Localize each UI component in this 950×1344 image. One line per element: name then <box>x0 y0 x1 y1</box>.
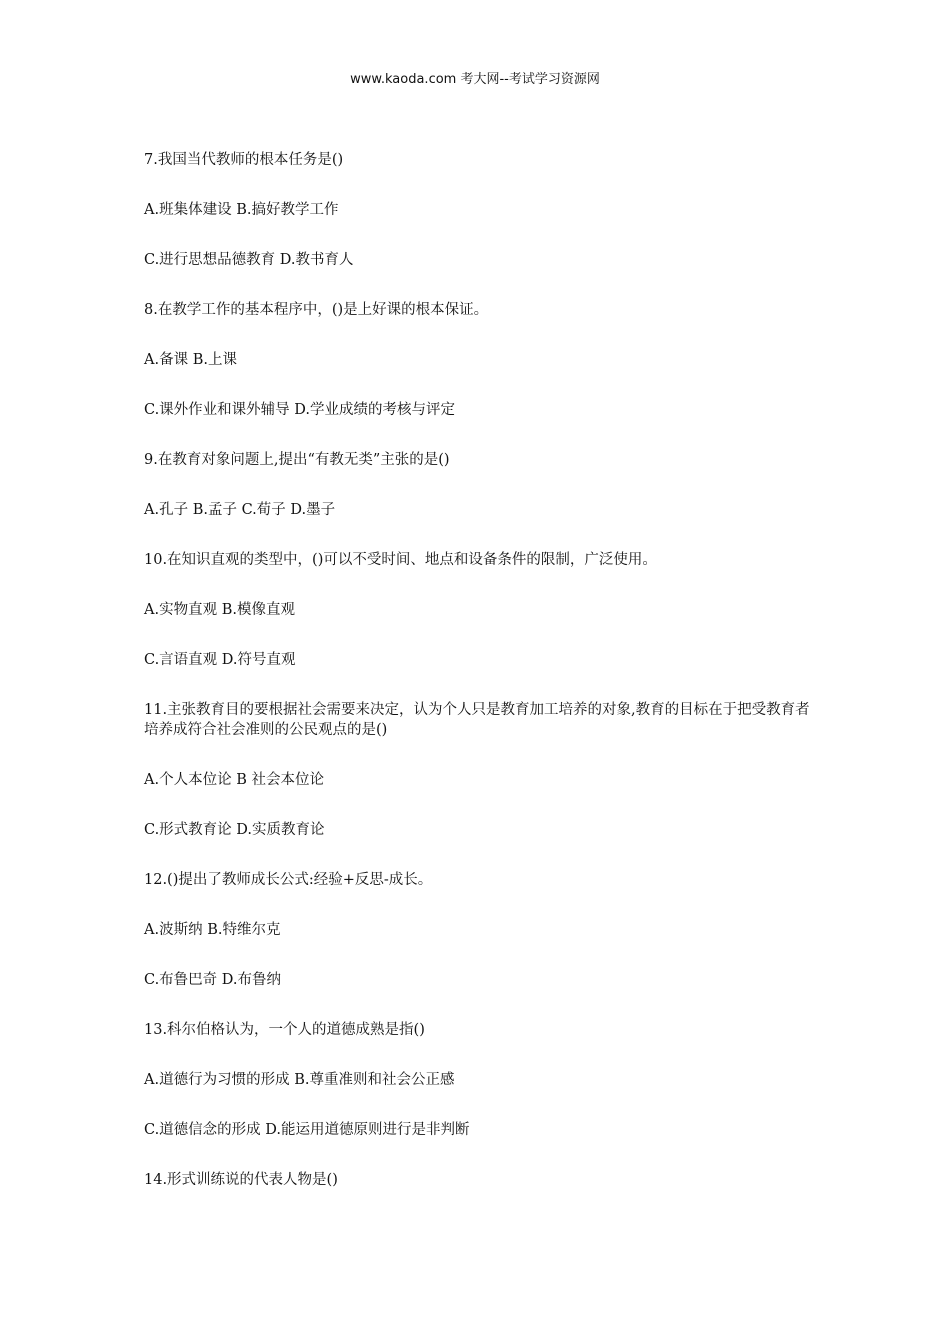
question-13-options-ab: A.道德行为习惯的形成 B.尊重准则和社会公正感 <box>144 1072 455 1088</box>
question-9: 9.在教育对象问题上,提出“有教无类”主张的是() <box>144 452 450 468</box>
question-10-options-ab: A.实物直观 B.模像直观 <box>144 602 295 618</box>
question-8-options-cd: C.课外作业和课外辅导 D.学业成绩的考核与评定 <box>144 402 456 418</box>
question-9-options: A.孔子 B.孟子 C.荀子 D.墨子 <box>144 502 336 518</box>
question-12-options-cd: C.布鲁巴奇 D.布鲁纳 <box>144 972 282 988</box>
question-10-options-cd: C.言语直观 D.符号直观 <box>144 652 296 668</box>
question-11-options-ab: A.个人本位论 B 社会本位论 <box>144 772 324 788</box>
question-8: 8.在教学工作的基本程序中，()是上好课的根本保证。 <box>144 302 489 318</box>
question-8-options-ab: A.备课 B.上课 <box>144 352 237 368</box>
question-11-options-cd: C.形式教育论 D.实质教育论 <box>144 822 325 838</box>
question-10: 10.在知识直观的类型中，()可以不受时间、地点和设备条件的限制，广泛使用。 <box>144 552 657 568</box>
question-7-options-ab: A.班集体建设 B.搞好教学工作 <box>144 202 339 218</box>
question-11: 11.主张教育目的要根据社会需要来决定，认为个人只是教育加工培养的对象,教育的目标在于把受教育者培养成符合社会准则的公民观点的是() <box>144 702 810 738</box>
page-header: www.kaoda.com 考大网--考试学习资源网 <box>350 72 600 87</box>
question-12-options-ab: A.波斯纳 B.特维尔克 <box>144 922 281 938</box>
question-14: 14.形式训练说的代表人物是() <box>144 1172 338 1188</box>
question-13: 13.科尔伯格认为，一个人的道德成熟是指() <box>144 1022 425 1038</box>
question-7: 7.我国当代教师的根本任务是() <box>144 152 344 168</box>
question-13-options-cd: C.道德信念的形成 D.能运用道德原则进行是非判断 <box>144 1122 470 1138</box>
question-7-options-cd: C.进行思想品德教育 D.教书育人 <box>144 252 354 268</box>
question-12: 12.()提出了教师成长公式:经验+反思-成长。 <box>144 872 433 888</box>
document-body <box>144 150 824 1220</box>
